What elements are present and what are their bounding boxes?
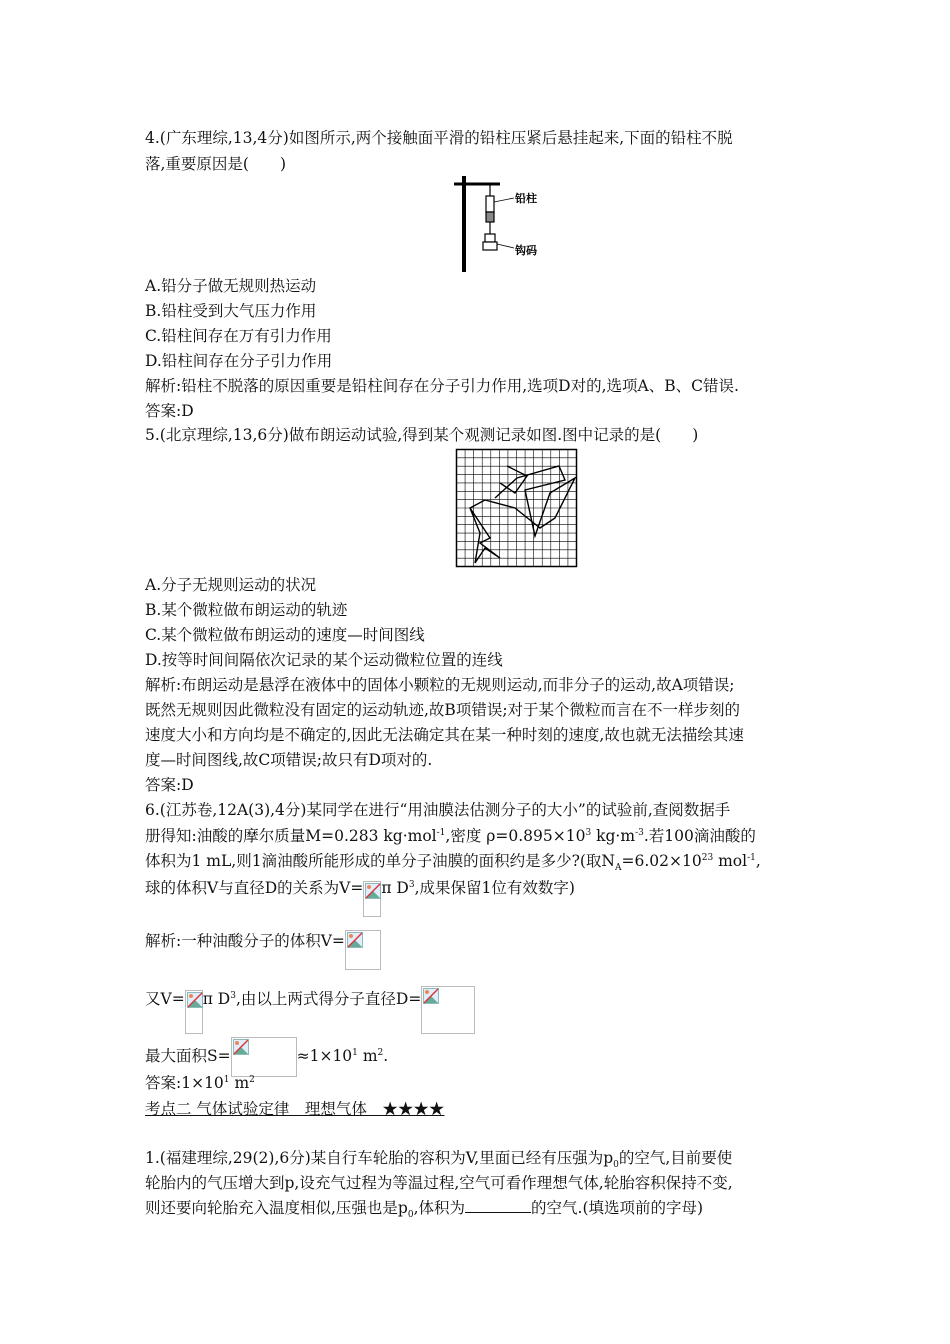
q6-analysis-area: 最大面积S=: [145, 1047, 231, 1065]
q6-sphere-formula: 球的体积V与直径D的关系为V=: [145, 879, 364, 897]
q6-answer-unit: m: [229, 1074, 250, 1092]
q6-stem-line4: [145, 878, 575, 917]
g1-stem-line1: [145, 1148, 733, 1171]
q6-analysis-line2: [145, 986, 475, 1034]
q5-option-a: A.分子无规则运动的状况: [145, 576, 317, 594]
q6-mol-unit: mol: [713, 852, 748, 870]
section-heading: 考点二 气体试验定律 理想气体 ★★★★: [145, 1100, 445, 1118]
sup: -1: [436, 827, 446, 838]
q5-option-d: D.按等时间间隔依次记录的某个运动微粒位置的连线: [145, 651, 503, 669]
q4-option-c: C.铅柱间存在万有引力作用: [145, 327, 332, 345]
sub: A: [615, 863, 622, 874]
q4-option-d: D.铅柱间存在分子引力作用: [145, 352, 333, 370]
sup: 3: [230, 990, 236, 1001]
q6-area-unit: m: [357, 1047, 378, 1065]
sup: 23: [701, 852, 714, 863]
q6-answer-value: 答案:1×10: [145, 1074, 224, 1092]
q6-area-value: ≈1×10: [296, 1047, 353, 1065]
g1-pressure: 则还要向轮胎充入温度相似,压强也是p: [145, 1199, 408, 1217]
q5-stem: 5.(北京理综,13,6分)做布朗运动试验,得到某个观测记录如图.图中记录的是( ): [145, 426, 699, 444]
sup: 1: [352, 1047, 358, 1058]
q6-molar-mass: 册得知:油酸的摩尔质量M=0.283 kg·mol: [145, 827, 437, 845]
q4-option-a: A.铅分子做无规则热运动: [145, 277, 317, 295]
q6-analysis-line1: [145, 930, 381, 970]
brownian-motion-grid-figure: [455, 448, 579, 569]
q5-option-b: B.某个微粒做布朗运动的轨迹: [145, 601, 348, 619]
answer-blank[interactable]: [465, 1198, 531, 1213]
lead-cylinder-figure: [450, 172, 560, 276]
figure-label-lead: 铅柱: [515, 192, 537, 205]
sup: 3: [408, 879, 415, 890]
broken-image-icon: [363, 881, 381, 917]
sup: 3: [585, 827, 592, 838]
q6-density-unit: kg·m: [591, 827, 636, 845]
sup: 2: [377, 1047, 384, 1058]
sub: 0: [407, 1210, 414, 1221]
q4-answer: 答案:D: [145, 402, 194, 420]
q6-precision: ,成果保留1位有效数字): [414, 879, 575, 897]
q6-stem-line3: 体积为1 mL,则1滴油酸所能形成的单分子油膜的面积约是多少?(取$N_A=6.02\times 10^{23}$ mol$^{-1}$,: [145, 852, 761, 874]
q6-stem-line2: [145, 826, 756, 846]
g1-stem-line3: [145, 1198, 704, 1221]
q4-analysis: 解析:铅柱不脱落的原因重要是铅柱间存在分子引力作用,选项D对的,选项A、B、C错误.: [145, 377, 739, 395]
sub: 0: [613, 1160, 619, 1171]
period: .: [383, 1047, 389, 1065]
q6-analysis-v: 又V=: [145, 990, 185, 1008]
q5-option-c: C.某个微粒做布朗运动的速度—时间图线: [145, 626, 425, 644]
q6-drops: .若100滴油酸的: [643, 827, 756, 845]
q4-stem-line2: 落,重要原因是( ): [145, 155, 287, 173]
sup: -3: [635, 827, 644, 838]
q6-analysis-line3: [145, 1037, 388, 1077]
q6-density: ,密度 ρ=0.895×10: [445, 827, 586, 845]
broken-image-icon: [345, 930, 381, 970]
g1-volume: ,体积为: [413, 1199, 466, 1217]
q6-analysis-diameter: ,由以上两式得分子直径D=: [235, 990, 422, 1008]
sup: -1: [747, 852, 756, 863]
q5-answer: 答案:D: [145, 776, 194, 794]
q6-pi-d: π D: [381, 879, 409, 897]
g1-instruction: 的空气.(填选项前的字母): [531, 1199, 704, 1217]
sup: 2: [249, 1074, 255, 1085]
q6-volume: 体积为1 mL,则1滴油酸所能形成的单分子油膜的面积约是多少?(取N: [145, 852, 615, 870]
g1-air: 的空气,目前要使: [618, 1149, 733, 1167]
broken-image-icon: [185, 990, 203, 1034]
q5-analysis-line3: 速度大小和方向均是不确定的,因此无法确定其在某一种时刻的速度,故也就无法描绘其速: [145, 726, 744, 744]
q6-avogadro: =6.02×10: [621, 852, 702, 870]
q5-analysis-line4: 度—时间图线,故C项错误;故只有D项对的.: [145, 751, 433, 769]
q4-option-b: B.铅柱受到大气压力作用: [145, 302, 317, 320]
q6-analysis-pi-d: π D: [202, 990, 231, 1008]
q6-analysis-volume: 解析:一种油酸分子的体积V=: [145, 932, 345, 950]
broken-image-icon: [421, 986, 475, 1034]
q6-stem-line1: 6.(江苏卷,12A(3),4分)某同学在进行“用油膜法估测分子的大小”的试验前,查阅数据手: [145, 801, 731, 819]
q5-analysis-line2: 既然无规则因此微粒没有固定的运动轨迹,故B项错误;对于某个微粒而言在不一样步刻的: [145, 701, 741, 719]
q6-answer: [145, 1073, 255, 1093]
q5-analysis-line1: 解析:布朗运动是悬浮在液体中的固体小颗粒的无规则运动,而非分子的运动,故A项错误;: [145, 676, 735, 694]
figure-label-weight: 钩码: [515, 244, 537, 257]
broken-image-icon: [231, 1037, 297, 1077]
q4-stem-line1: 4.(广东理综,13,4分)如图所示,两个接触面平滑的铅柱压紧后悬挂起来,下面的铅柱不脱: [145, 129, 733, 147]
sup: 1: [223, 1074, 230, 1085]
g1-tire: 1.(福建理综,29(2),6分)某自行车轮胎的容积为V,里面已经有压强为p: [145, 1149, 614, 1167]
g1-stem-line2: 轮胎内的气压增大到p,设充气过程为等温过程,空气可看作理想气体,轮胎容积保持不变,: [145, 1174, 733, 1192]
